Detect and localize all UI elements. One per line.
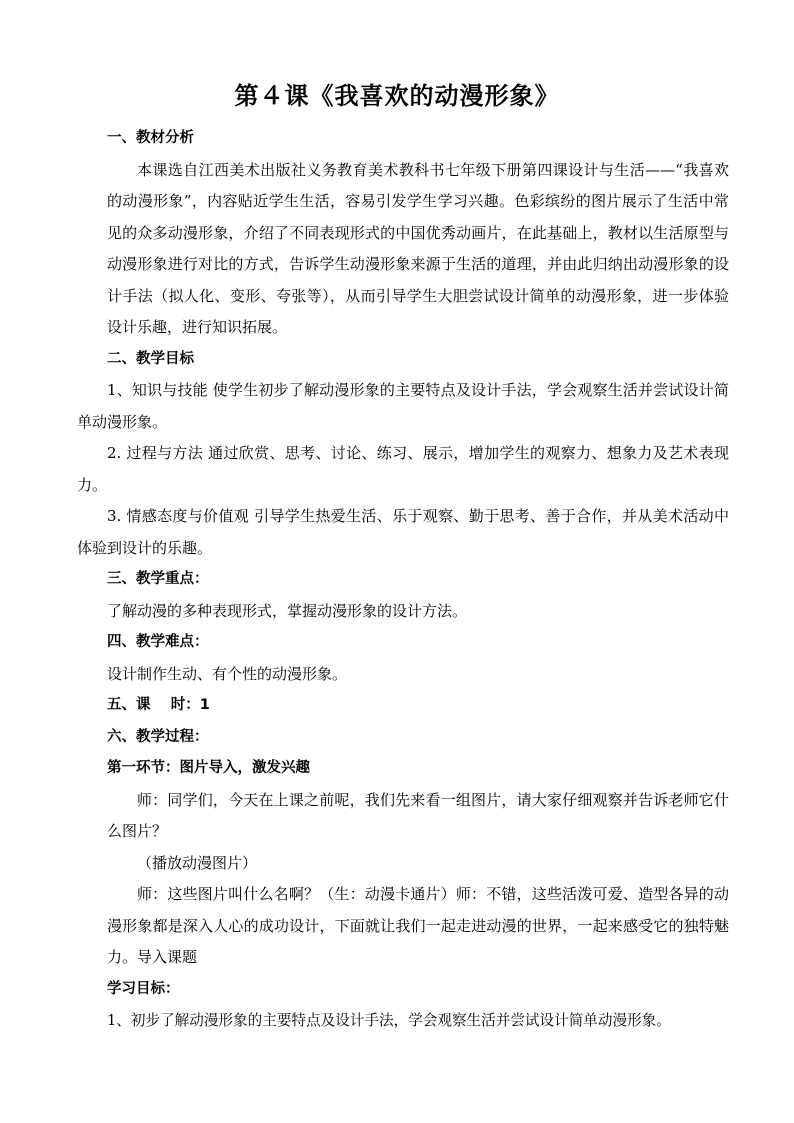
document-title: 第４课《我喜欢的动漫形象》 [234, 82, 560, 110]
section-heading-key-points: 三、教学重点： [107, 571, 209, 587]
paragraph-teacher-question: 师：同学们，今天在上课之前呢，我们先来看一组图片，请大家仔细观察并告诉老师它什么图片？ [107, 790, 729, 840]
section-heading-class-hours: 五、课 时：1 [107, 697, 210, 713]
paragraph-textbook-analysis: 本课选自江西美术出版社义务教育美术教科书七年级下册第四课设计与生活——“我喜欢的动漫形象”，内容贴近学生生活，容易引发学生学习兴趣。色彩缤纷的图片展示了生活中常见的众多动漫形象，介绍了不同表现形式的中国优秀动画片，在此基础上，教材以生活原型与动漫形象进行对比的方式，告诉学生动漫形象来源于生活的道理，并由此归纳出动漫形象的设计手法（拟人化、变形、夸张等），从而引导学生大胆尝试设计简单的动漫形象，进一步体验设计乐趣，进行知识拓展。 [107, 160, 729, 336]
section-heading-learning-goals: 学习目标： [107, 980, 180, 997]
section-heading-textbook-analysis: 一、教材分析 [107, 130, 194, 146]
document-body [77, 123, 729, 1037]
paragraph-difficulties: 设计制作生动、有个性的动漫形象。 [107, 664, 348, 683]
goal-item-process-methods: 2. 过程与方法 通过欣赏、思考、讨论、练习、展示，增加学生的观察力、想象力及艺术表现力。 [77, 444, 729, 494]
paragraph-key-points: 了解动漫的多种表现形式，掌握动漫形象的设计方法。 [107, 601, 468, 620]
paragraph-play-pictures: （播放动漫图片） [137, 853, 258, 872]
goal-item-knowledge-skills: 1、知识与技能 使学生初步了解动漫形象的主要特点及设计手法，学会观察生活并尝试设计简单动漫形象。 [77, 381, 729, 431]
section-heading-difficulties: 四、教学难点： [107, 634, 209, 650]
section-heading-teaching-process: 六、教学过程： [107, 728, 209, 745]
step-heading-picture-intro: 第一环节：图片导入，激发兴趣 [107, 760, 310, 776]
section-heading-teaching-goals: 二、教学目标 [107, 350, 194, 367]
goal-item-attitude-values: 3. 情感态度与价值观 引导学生热爱生活、乐于观察、勤于思考、善于合作，并从美术活动中体验到设计的乐趣。 [77, 507, 729, 557]
learning-goal-item: 1、初步了解动漫形象的主要特点及设计手法，学会观察生活并尝试设计简单动漫形象。 [107, 1012, 671, 1029]
paragraph-teacher-dialogue: 师：这些图片叫什么名啊？（生：动漫卡通片）师：不错，这些活泼可爱、造型各异的动漫形象都是深入人心的成功设计，下面就让我们一起走进动漫的世界，一起来感受它的独特魅力。导入课题 [107, 885, 729, 966]
